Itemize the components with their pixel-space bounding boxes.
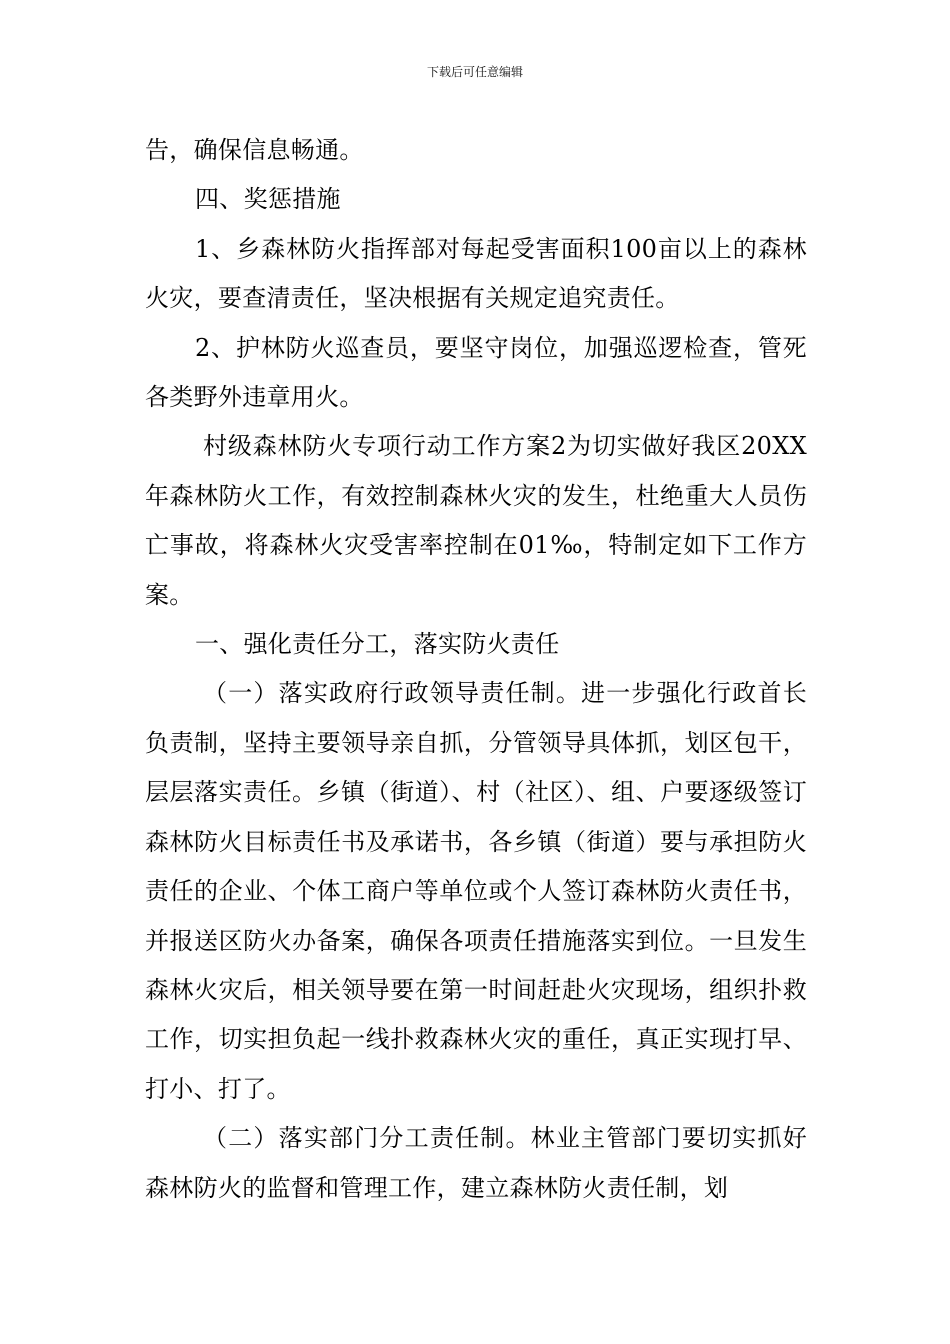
- section-heading-responsibility: 一、强化责任分工，落实防火责任: [195, 630, 560, 659]
- paragraph-subsection-1: （一）落实政府行政领导责任制。进一步强化行政首长负责制，坚持主要领导亲自抓，分管领导具体抓，划区包干，层层落实责任。乡镇（街道）、村（社区）、组、户要逐级签订森林防火目标责任书及承诺书，各乡镇（街道）要与承担防火责任的企业、个体工商户等单位或个人签订森林防火责任书，并报送区防火办备案，确保各项责任措施落实到位。一旦发生森林火灾后，相关领导要在第一时间赶赴火灾现场，组织扑救工作，切实担负起一线扑救森林火灾的重任，真正实现打早、打小、打了。: [145, 679, 807, 1103]
- section-heading-rewards: 四、奖惩措施: [195, 185, 341, 214]
- document-body: [145, 126, 807, 1213]
- paragraph-item-2: 2、护林防火巡查员，要坚守岗位，加强巡逻检查，管死各类野外违章用火。: [145, 333, 807, 412]
- paragraph-subsection-2: （二）落实部门分工责任制。林业主管部门要切实抓好森林防火的监督和管理工作，建立森林防火责任制，划: [145, 1124, 807, 1202]
- paragraph-continuation: 告，确保信息畅通。: [145, 136, 364, 164]
- paragraph-item-1: 1、乡森林防火指挥部对每起受害面积100亩以上的森林火灾，要查清责任，坚决根据有关规定追究责任。: [145, 234, 807, 313]
- paragraph-plan-intro: 村级森林防火专项行动工作方案2为切实做好我区20XX年森林防火工作，有效控制森林火灾的发生，杜绝重大人员伤亡事故，将森林火灾受害率控制在01‰，特制定如下工作方案。: [145, 432, 807, 609]
- page-header-note: 下载后可任意编辑: [426, 65, 523, 79]
